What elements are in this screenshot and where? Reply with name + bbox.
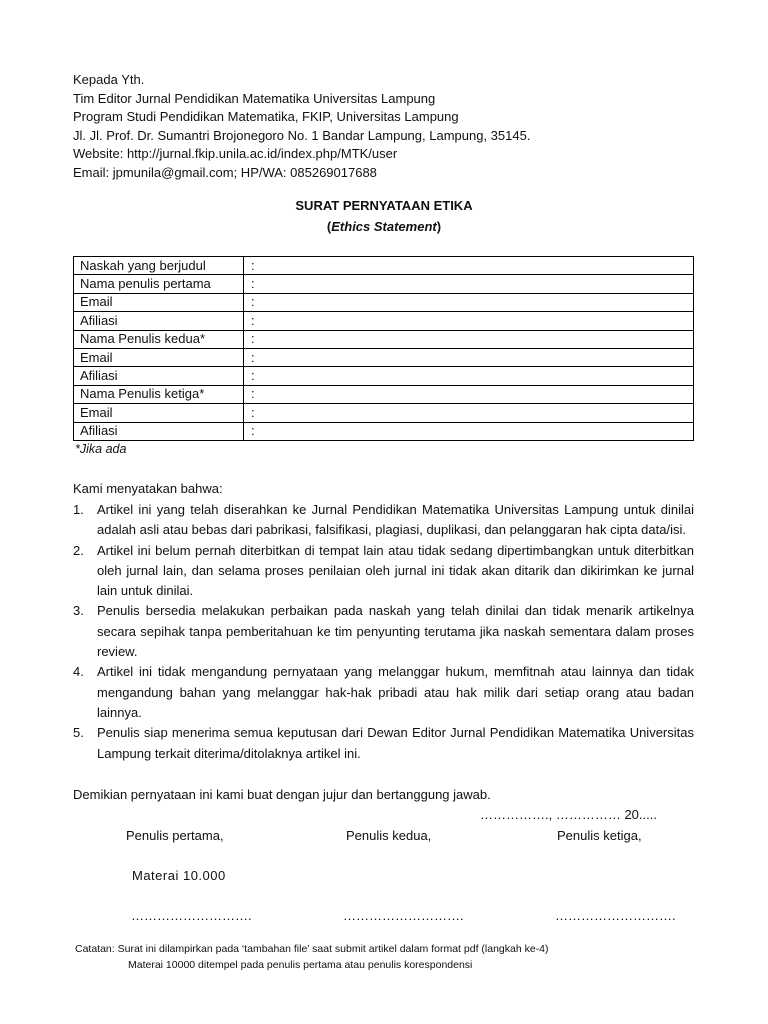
field-value: : <box>244 348 694 366</box>
item-text: Artikel ini yang telah diserahkan ke Jurnal Pendidikan Matematika Universitas Lampung untuk dinilai adalah asli atau bebas dari pabrikasi, falsifikasi, plagiasi, duplikasi, dan pelanggaran hak cipta data/isi. <box>97 502 694 538</box>
document-title: SURAT PERNYATAAN ETIKA <box>295 198 473 213</box>
footer-note <box>75 941 549 973</box>
table-row <box>74 422 694 440</box>
item-text: Penulis bersedia melakukan perbaikan pada naskah yang telah dinilai dan tidak menarik artikelnya secara sepihak tanpa pemberitahuan ke tim penyunting terutama jika naskah sementara dalam proses review. <box>97 603 694 660</box>
second-author-signature-line: ………………………. <box>343 908 464 923</box>
field-label: Naskah yang berjudul <box>74 257 244 275</box>
table-row <box>74 367 694 385</box>
statement-intro: Kami menyatakan bahwa: <box>73 481 223 496</box>
table-row <box>74 348 694 366</box>
field-label: Email <box>74 293 244 311</box>
table-row <box>74 257 694 275</box>
list-item <box>73 662 694 723</box>
table-row <box>74 312 694 330</box>
field-label: Nama Penulis kedua* <box>74 330 244 348</box>
addressee-team: Tim Editor Jurnal Pendidikan Matematika Universitas Lampung <box>73 90 436 106</box>
field-label: Nama penulis pertama <box>74 275 244 293</box>
third-author-signature-line: ………………………. <box>555 908 676 923</box>
addressee-block <box>73 71 530 183</box>
item-text: Artikel ini tidak mengandung pernyataan yang melanggar hukum, memfitnah atau lainnya dan tidak mengandung bahan yang melanggar hak-hak pribadi atau hak milik dari setiap orang atau badan lainnya. <box>97 664 694 720</box>
field-value: : <box>244 312 694 330</box>
item-text: Penulis siap menerima semua keputusan dari Dewan Editor Jurnal Pendidikan Matematika Universitas Lampung terkait diterima/ditolaknya artikel ini. <box>97 725 694 761</box>
field-label: Nama Penulis ketiga* <box>74 385 244 403</box>
addressee-address: Jl. Jl. Prof. Dr. Sumantri Brojonegoro No. 1 Bandar Lampung, Lampung, 35145. <box>73 127 531 143</box>
item-text: Artikel ini belum pernah diterbitkan di tempat lain atau tidak sedang dipertimbangkan untuk diterbitkan oleh jurnal lain, dan selama proses penilaian oleh jurnal ini tidak akan ditarik dan dikirimkan ke jurnal lain untuk dinilai. <box>97 542 694 599</box>
field-value: : <box>244 330 694 348</box>
table-row <box>74 330 694 348</box>
field-label: Afiliasi <box>74 367 244 385</box>
author-info-table <box>73 256 694 441</box>
list-item <box>73 723 694 764</box>
field-label: Afiliasi <box>74 312 244 330</box>
field-value: : <box>244 293 694 311</box>
field-label: Email <box>74 404 244 422</box>
item-number: 2. <box>73 542 84 558</box>
statement-list <box>73 500 694 764</box>
stamp-placeholder: Materai 10.000 <box>132 868 226 883</box>
field-value: : <box>244 275 694 293</box>
table-row <box>74 275 694 293</box>
list-item <box>73 541 694 602</box>
list-item <box>73 500 694 541</box>
closing-sentence: Demikian pernyataan ini kami buat dengan jujur dan bertanggung jawab. <box>73 787 491 802</box>
field-value: : <box>244 422 694 440</box>
addressee-program: Program Studi Pendidikan Matematika, FKIP, Universitas Lampung <box>73 109 459 125</box>
third-author-label: Penulis ketiga, <box>557 828 642 843</box>
table-row <box>74 293 694 311</box>
first-author-label: Penulis pertama, <box>126 828 224 843</box>
document-subtitle: (Ethics Statement) <box>326 219 442 234</box>
footer-note-line-1: Catatan: Surat ini dilampirkan pada ‘tambahan file’ saat submit artikel dalam format pdf (langkah ke-4) <box>75 943 549 955</box>
item-number: 4. <box>73 664 84 680</box>
item-number: 1. <box>73 502 84 517</box>
first-author-signature-line: ………………………. <box>131 908 252 923</box>
footer-note-line-2: Materai 10000 ditempel pada penulis pertama atau penulis korespondensi <box>128 959 473 971</box>
date-line: ……………., …………… 20..... <box>480 807 657 822</box>
field-label: Email <box>74 348 244 366</box>
field-label: Afiliasi <box>74 422 244 440</box>
table-row <box>74 385 694 403</box>
field-value: : <box>244 257 694 275</box>
item-number: 5. <box>73 725 84 741</box>
list-item <box>73 601 694 662</box>
second-author-label: Penulis kedua, <box>346 828 432 843</box>
addressee-website: Website: http://jurnal.fkip.unila.ac.id/index.php/MTK/user <box>73 146 398 162</box>
item-number: 3. <box>73 603 84 619</box>
field-value: : <box>244 404 694 422</box>
table-row <box>74 404 694 422</box>
optional-note: *Jika ada <box>75 442 127 456</box>
field-value: : <box>244 385 694 403</box>
addressee-contact: Email: jpmunila@gmail.com; HP/WA: 085269017688 <box>73 164 377 180</box>
field-value: : <box>244 367 694 385</box>
addressee-salutation: Kepada Yth. <box>73 72 145 87</box>
